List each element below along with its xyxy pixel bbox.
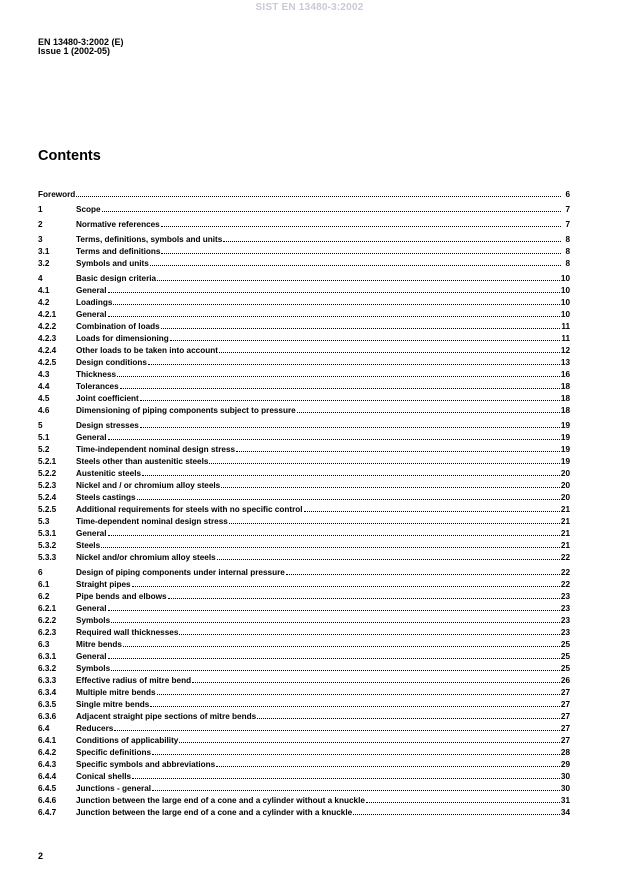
- toc-entry-page: 26: [560, 676, 570, 685]
- toc-leader-dots: [179, 734, 560, 743]
- toc-entry-title: Junction between the large end of a cone and a cylinder without a knuckle: [76, 796, 365, 805]
- toc-entry[interactable]: [38, 344, 570, 356]
- toc-entry-page: 18: [560, 394, 570, 403]
- toc-entry-title: Straight pipes: [76, 580, 131, 589]
- toc-entry-number: 6.4.2: [38, 748, 57, 757]
- toc-entry[interactable]: [38, 626, 570, 638]
- toc-entry-page: 16: [560, 370, 570, 379]
- toc-entry-title: Reducers: [76, 724, 114, 733]
- toc-entry-page: 8: [565, 247, 570, 256]
- toc-entry[interactable]: [38, 332, 570, 344]
- toc-entry[interactable]: [38, 782, 570, 794]
- toc-entry-page: 10: [560, 310, 570, 319]
- toc-entry-number: 6.4: [38, 724, 50, 733]
- toc-leader-dots: [113, 296, 560, 305]
- toc-entry[interactable]: [38, 368, 570, 380]
- toc-entry-title: Additional requirements for steels with no specific control: [76, 505, 303, 514]
- toc-entry[interactable]: [38, 722, 570, 734]
- toc-entry[interactable]: [38, 698, 570, 710]
- toc-entry-page: 27: [560, 688, 570, 697]
- toc-entry-page: 21: [560, 517, 570, 526]
- toc-entry-title: Steels castings: [76, 493, 136, 502]
- toc-entry-number: 1: [38, 205, 43, 214]
- toc-leader-dots: [168, 590, 560, 599]
- toc-entry-page: 25: [560, 664, 570, 673]
- toc-leader-dots: [132, 770, 560, 779]
- toc-entry-title: Scope: [76, 205, 101, 214]
- toc-entry-page: 28: [560, 748, 570, 757]
- toc-entry[interactable]: [38, 320, 570, 332]
- toc-entry-page: 18: [560, 406, 570, 415]
- toc-entry-number: 6.3.5: [38, 700, 57, 709]
- toc-entry[interactable]: [38, 551, 570, 563]
- toc-entry-number: 4.5: [38, 394, 50, 403]
- toc-entry-number: 5.1: [38, 433, 50, 442]
- toc-entry[interactable]: [38, 638, 570, 650]
- toc-leader-dots: [108, 650, 560, 659]
- toc-entry-title: Multiple mitre bends: [76, 688, 156, 697]
- issue-info: Issue 1 (2002-05): [38, 46, 111, 56]
- toc-entry-title: General: [76, 433, 107, 442]
- toc-entry-number: 6.3.1: [38, 652, 57, 661]
- toc-entry-number: 4.3: [38, 370, 50, 379]
- toc-entry-page: 21: [560, 529, 570, 538]
- toc-leader-dots: [123, 638, 560, 647]
- toc-entry-title: Terms and definitions: [76, 247, 161, 256]
- toc-entry-number: 4.2: [38, 298, 50, 307]
- toc-entry-title: Junctions - general: [76, 784, 152, 793]
- toc-entry-number: 6.2.3: [38, 628, 57, 637]
- toc-leader-dots: [170, 332, 561, 341]
- toc-entry-title: Conditions of applicability: [76, 736, 179, 745]
- toc-entry-title: Mitre bends: [76, 640, 122, 649]
- toc-entry-title: Pipe bends and elbows: [76, 592, 167, 601]
- toc-leader-dots: [108, 602, 560, 611]
- toc-entry-number: 6.2.1: [38, 604, 57, 613]
- toc-entry-page: 8: [565, 235, 570, 244]
- toc-leader-dots: [102, 203, 561, 212]
- toc-entry-page: 30: [560, 772, 570, 781]
- toc-entry-title: Steels: [76, 541, 101, 550]
- toc-leader-dots: [137, 491, 560, 500]
- toc-entry-number: 6.3.4: [38, 688, 57, 697]
- toc-entry-number: 4.6: [38, 406, 50, 415]
- toc-entry-page: 27: [560, 736, 570, 745]
- toc-entry[interactable]: [38, 662, 570, 674]
- toc-entry-title: Foreword: [38, 190, 76, 199]
- toc-leader-dots: [108, 284, 560, 293]
- toc-entry-number: 5: [38, 421, 43, 430]
- toc-entry-number: 4.2.2: [38, 322, 57, 331]
- toc-entry[interactable]: [38, 503, 570, 515]
- toc-entry-page: 13: [560, 358, 570, 367]
- toc-entry-title: General: [76, 652, 107, 661]
- toc-entry-title: Thickness: [76, 370, 117, 379]
- toc-entry[interactable]: [38, 527, 570, 539]
- toc-entry-number: 6.1: [38, 580, 50, 589]
- toc-leader-dots: [223, 233, 561, 242]
- toc-entry[interactable]: [38, 758, 570, 770]
- toc-leader-dots: [216, 758, 560, 767]
- toc-entry-page: 10: [560, 298, 570, 307]
- toc-entry[interactable]: [38, 566, 570, 578]
- toc-leader-dots: [192, 674, 560, 683]
- toc-entry-title: Steels other than austenitic steels: [76, 457, 209, 466]
- toc-leader-dots: [161, 245, 561, 254]
- toc-entry[interactable]: [38, 650, 570, 662]
- toc-leader-dots: [148, 356, 560, 365]
- toc-entry[interactable]: [38, 272, 570, 284]
- toc-leader-dots: [132, 578, 560, 587]
- toc-entry-number: 3: [38, 235, 43, 244]
- toc-entry-number: 3.1: [38, 247, 50, 256]
- toc-entry-number: 6: [38, 568, 43, 577]
- toc-entry-page: 21: [560, 505, 570, 514]
- toc-entry-number: 6.4.1: [38, 736, 57, 745]
- toc-entry-number: 6.4.7: [38, 808, 57, 817]
- toc-entry-title: Normative references: [76, 220, 160, 229]
- toc-entry-page: 27: [560, 724, 570, 733]
- toc-entry-title: Nickel and/or chromium alloy steels: [76, 553, 216, 562]
- toc-entry-number: 6.3.2: [38, 664, 57, 673]
- toc-entry[interactable]: [38, 734, 570, 746]
- toc-entry[interactable]: [38, 479, 570, 491]
- toc-leader-dots: [76, 188, 561, 197]
- toc-entry[interactable]: [38, 284, 570, 296]
- toc-leader-dots: [152, 782, 560, 791]
- toc-entry-page: 18: [560, 382, 570, 391]
- toc-leader-dots: [120, 380, 560, 389]
- toc-entry-title: Effective radius of mitre bend: [76, 676, 192, 685]
- toc-entry-page: 7: [565, 220, 570, 229]
- page-title: Contents: [38, 148, 101, 164]
- toc-entry-page: 27: [560, 712, 570, 721]
- toc-entry-title: Basic design criteria: [76, 274, 157, 283]
- toc-entry[interactable]: [38, 746, 570, 758]
- toc-entry[interactable]: [38, 257, 570, 269]
- toc-entry-number: 4.4: [38, 382, 50, 391]
- toc-entry-page: 31: [560, 796, 570, 805]
- toc-entry-number: 5.3.1: [38, 529, 57, 538]
- toc-entry-title: Specific symbols and abbreviations: [76, 760, 216, 769]
- toc-entry[interactable]: [38, 356, 570, 368]
- toc-entry-number: 4.2.1: [38, 310, 57, 319]
- toc-entry-title: Single mitre bends: [76, 700, 150, 709]
- toc-leader-dots: [140, 392, 560, 401]
- toc-entry-page: 25: [560, 652, 570, 661]
- toc-entry-number: 6.3.3: [38, 676, 57, 685]
- toc-entry-number: 6.2: [38, 592, 50, 601]
- toc-entry-title: Tolerances: [76, 382, 119, 391]
- toc-entry-page: 29: [560, 760, 570, 769]
- toc-entry-number: 4: [38, 274, 43, 283]
- toc-leader-dots: [221, 479, 560, 488]
- toc-entry[interactable]: [38, 686, 570, 698]
- toc-entry-page: 11: [561, 322, 570, 331]
- toc-entry-page: 22: [560, 580, 570, 589]
- toc-entry-page: 23: [560, 592, 570, 601]
- toc-leader-dots: [304, 503, 560, 512]
- toc-entry-title: Loadings: [76, 298, 113, 307]
- toc-entry-number: 5.2.4: [38, 493, 57, 502]
- toc-entry[interactable]: [38, 218, 570, 230]
- toc-entry-number: 2: [38, 220, 43, 229]
- toc-entry-page: 20: [560, 469, 570, 478]
- toc-leader-dots: [161, 320, 561, 329]
- toc-entry-page: 20: [560, 493, 570, 502]
- toc-leader-dots: [161, 218, 561, 227]
- toc-entry-page: 25: [560, 640, 570, 649]
- toc-entry-number: 6.2.2: [38, 616, 57, 625]
- toc-entry-title: Symbols: [76, 664, 111, 673]
- toc-entry[interactable]: [38, 455, 570, 467]
- toc-entry-title: Combination of loads: [76, 322, 160, 331]
- toc-leader-dots: [366, 794, 560, 803]
- toc-entry-number: 5.3: [38, 517, 50, 526]
- toc-entry-title: Design stresses: [76, 421, 139, 430]
- toc-entry-page: 11: [561, 334, 570, 343]
- toc-leader-dots: [150, 257, 561, 266]
- toc-entry[interactable]: [38, 590, 570, 602]
- toc-entry[interactable]: [38, 467, 570, 479]
- toc-leader-dots: [114, 722, 560, 731]
- toc-entry-number: 4.2.5: [38, 358, 57, 367]
- toc-entry-number: 5.3.3: [38, 553, 57, 562]
- toc-entry-number: 6.4.3: [38, 760, 57, 769]
- toc-leader-dots: [157, 686, 560, 695]
- toc-entry-title: General: [76, 604, 107, 613]
- toc-leader-dots: [157, 272, 560, 281]
- toc-entry[interactable]: [38, 770, 570, 782]
- toc-entry-title: Loads for dimensioning: [76, 334, 169, 343]
- toc-entry-page: 19: [560, 421, 570, 430]
- toc-entry[interactable]: [38, 203, 570, 215]
- toc-entry-number: 5.2.1: [38, 457, 57, 466]
- toc-entry-number: 5.2.3: [38, 481, 57, 490]
- toc-entry-page: 34: [560, 808, 570, 817]
- toc-entry-title: General: [76, 310, 107, 319]
- toc-entry-title: Conical shells: [76, 772, 132, 781]
- toc-entry-title: Specific definitions: [76, 748, 152, 757]
- toc-leader-dots: [179, 626, 560, 635]
- toc-entry-title: Terms, definitions, symbols and units: [76, 235, 223, 244]
- toc-leader-dots: [209, 455, 559, 464]
- toc-entry-page: 22: [560, 568, 570, 577]
- toc-leader-dots: [140, 419, 560, 428]
- toc-leader-dots: [108, 308, 560, 317]
- toc-leader-dots: [286, 566, 560, 575]
- toc-entry-number: 5.2.5: [38, 505, 57, 514]
- toc-entry[interactable]: [38, 806, 570, 818]
- toc-entry-title: Dimensioning of piping components subject to pressure: [76, 406, 296, 415]
- toc-entry[interactable]: [38, 491, 570, 503]
- toc-entry[interactable]: [38, 443, 570, 455]
- toc-entry[interactable]: [38, 188, 570, 200]
- toc-leader-dots: [108, 431, 560, 440]
- toc-entry-title: Symbols: [76, 616, 111, 625]
- toc-entry-page: 10: [560, 286, 570, 295]
- toc-entry-title: Junction between the large end of a cone and a cylinder with a knuckle: [76, 808, 353, 817]
- toc-leader-dots: [101, 539, 560, 548]
- toc-entry[interactable]: [38, 296, 570, 308]
- toc-entry-title: Adjacent straight pipe sections of mitre bends: [76, 712, 257, 721]
- toc-entry-number: 5.3.2: [38, 541, 57, 550]
- toc-entry[interactable]: [38, 515, 570, 527]
- toc-leader-dots: [152, 746, 560, 755]
- toc-entry[interactable]: [38, 431, 570, 443]
- toc-leader-dots: [297, 404, 560, 413]
- toc-leader-dots: [353, 806, 560, 815]
- toc-entry-page: 30: [560, 784, 570, 793]
- toc-entry-title: Austenitic steels: [76, 469, 142, 478]
- toc-entry-page: 12: [560, 346, 570, 355]
- watermark: SIST EN 13480-3:2002: [255, 2, 364, 13]
- toc-entry[interactable]: [38, 380, 570, 392]
- toc-entry-title: Nickel and / or chromium alloy steels: [76, 481, 221, 490]
- toc-entry[interactable]: [38, 578, 570, 590]
- toc-entry[interactable]: [38, 539, 570, 551]
- toc-leader-dots: [108, 527, 560, 536]
- toc-entry[interactable]: [38, 392, 570, 404]
- toc-entry[interactable]: [38, 233, 570, 245]
- toc-entry-title: Design conditions: [76, 358, 147, 367]
- toc-entry-number: 6.4.6: [38, 796, 57, 805]
- toc-entry-page: 23: [560, 628, 570, 637]
- toc-entry-number: 4.1: [38, 286, 50, 295]
- toc-leader-dots: [111, 662, 560, 671]
- toc-entry-page: 19: [560, 457, 570, 466]
- toc-entry[interactable]: [38, 710, 570, 722]
- toc-entry-number: 4.2.4: [38, 346, 57, 355]
- toc-entry-page: 19: [560, 445, 570, 454]
- toc-entry[interactable]: [38, 404, 570, 416]
- toc-entry[interactable]: [38, 794, 570, 806]
- table-of-contents: [38, 188, 570, 818]
- toc-entry-page: 23: [560, 616, 570, 625]
- toc-entry-page: 23: [560, 604, 570, 613]
- toc-entry-page: 19: [560, 433, 570, 442]
- toc-leader-dots: [257, 710, 560, 719]
- toc-entry-page: 21: [560, 541, 570, 550]
- toc-leader-dots: [150, 698, 560, 707]
- toc-entry-number: 6.4.4: [38, 772, 57, 781]
- toc-entry-title: Design of piping components under internal pressure: [76, 568, 285, 577]
- toc-entry-page: 10: [560, 274, 570, 283]
- toc-leader-dots: [236, 443, 560, 452]
- toc-leader-dots: [117, 368, 560, 377]
- toc-leader-dots: [229, 515, 560, 524]
- standard-designation: EN 13480-3:2002 (E): [38, 37, 124, 47]
- toc-entry-title: Joint coefficient: [76, 394, 139, 403]
- toc-entry[interactable]: [38, 614, 570, 626]
- toc-entry-number: 6.4.5: [38, 784, 57, 793]
- toc-entry-number: 5.2: [38, 445, 50, 454]
- toc-entry-number: 3.2: [38, 259, 50, 268]
- toc-entry[interactable]: [38, 245, 570, 257]
- toc-entry-title: Required wall thicknesses: [76, 628, 179, 637]
- toc-entry-page: 8: [565, 259, 570, 268]
- toc-entry[interactable]: [38, 602, 570, 614]
- toc-entry-number: 4.2.3: [38, 334, 57, 343]
- toc-entry-page: 7: [565, 205, 570, 214]
- toc-leader-dots: [219, 344, 560, 353]
- toc-entry[interactable]: [38, 419, 570, 431]
- toc-leader-dots: [142, 467, 560, 476]
- toc-entry-page: 20: [560, 481, 570, 490]
- toc-entry-title: Symbols and units: [76, 259, 149, 268]
- page-number: 2: [38, 851, 44, 861]
- toc-leader-dots: [217, 551, 560, 560]
- toc-entry-title: Other loads to be taken into account: [76, 346, 218, 355]
- toc-entry-title: General: [76, 529, 107, 538]
- toc-entry-title: Time-dependent nominal design stress: [76, 517, 228, 526]
- toc-entry-page: 22: [560, 553, 570, 562]
- toc-entry[interactable]: [38, 308, 570, 320]
- toc-entry-title: General: [76, 286, 107, 295]
- toc-entry[interactable]: [38, 674, 570, 686]
- toc-leader-dots: [111, 614, 560, 623]
- toc-entry-number: 5.2.2: [38, 469, 57, 478]
- toc-entry-page: 6: [565, 190, 570, 199]
- toc-entry-number: 6.3.6: [38, 712, 57, 721]
- toc-entry-number: 6.3: [38, 640, 50, 649]
- document-header: [38, 38, 124, 56]
- toc-entry-title: Time-independent nominal design stress: [76, 445, 236, 454]
- toc-entry-page: 27: [560, 700, 570, 709]
